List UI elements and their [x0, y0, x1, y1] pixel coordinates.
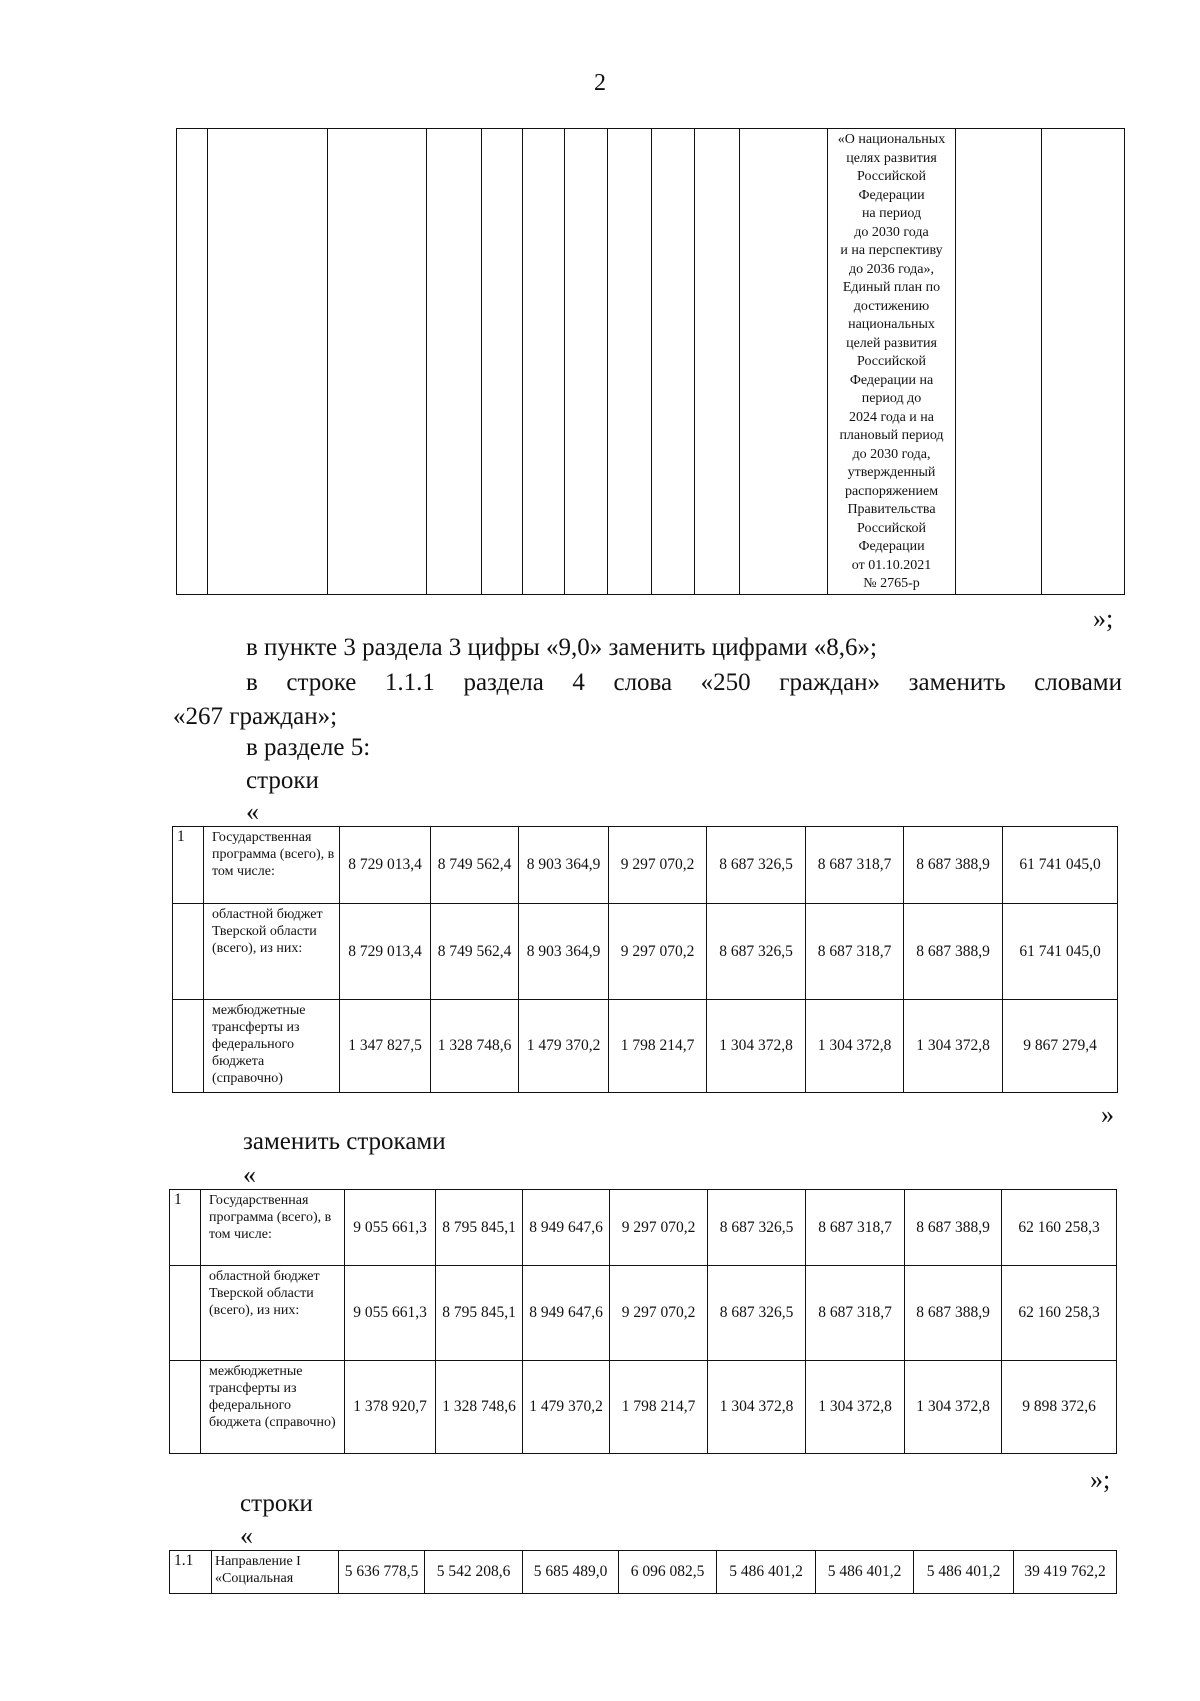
value-cell: 5 486 401,2 [717, 1551, 816, 1594]
row-label: Направление I «Социальная [212, 1551, 339, 1594]
note-line: Правительства [847, 502, 936, 517]
value-cell: 8 687 388,9 [905, 1266, 1002, 1361]
value-cell: 5 542 208,6 [425, 1551, 523, 1594]
value-cell: 1 798 214,7 [610, 1361, 708, 1454]
value-cell: 8 687 318,7 [806, 1266, 905, 1361]
value-cell: 1 798 214,7 [609, 1000, 707, 1093]
total-cell: 39 419 762,2 [1014, 1551, 1117, 1594]
note-line: целей развития [846, 335, 937, 351]
value-cell: 8 749 562,4 [431, 904, 519, 1000]
value-cell: 8 687 388,9 [905, 1190, 1002, 1266]
value-cell: 1 479 370,2 [523, 1361, 610, 1454]
value-cell: 8 687 318,7 [806, 904, 904, 1000]
label-replace: заменить строками [243, 1128, 446, 1155]
row-number [170, 1266, 201, 1361]
value-cell: 1 304 372,8 [806, 1000, 904, 1093]
note-line: Российской [857, 354, 926, 369]
paragraph-section-4: в строке 1.1.1 раздела 4 слова «250 граждан» заменить словами [246, 669, 1122, 696]
total-cell: 62 160 258,3 [1002, 1266, 1117, 1361]
row-number [173, 904, 204, 1000]
note-line: плановый период [839, 428, 944, 443]
note-line: утвержденный [847, 465, 936, 480]
value-cell: 1 347 827,5 [340, 1000, 431, 1093]
paragraph-section-4-cont: «267 граждан»; [173, 703, 338, 730]
opening-quote: « [246, 797, 259, 826]
value-cell: 8 687 326,5 [708, 1266, 806, 1361]
value-cell: 8 795 845,1 [436, 1190, 523, 1266]
value-cell: 5 486 401,2 [914, 1551, 1014, 1594]
row-number: 1 [170, 1190, 201, 1266]
value-cell: 1 378 920,7 [345, 1361, 436, 1454]
closing-quote: »; [1093, 604, 1114, 633]
value-cell: 9 297 070,2 [609, 904, 707, 1000]
value-cell: 5 486 401,2 [816, 1551, 914, 1594]
opening-quote: « [240, 1521, 253, 1550]
note-line: Единый план по [842, 280, 941, 295]
row-label: Государственная программа (всего), в том числе: [204, 827, 340, 904]
value-cell: 8 903 364,9 [519, 827, 609, 904]
note-line: достижению [853, 298, 930, 314]
note-line: № 2765-р [863, 576, 920, 591]
value-cell: 1 479 370,2 [519, 1000, 609, 1093]
value-cell: 8 903 364,9 [519, 904, 609, 1000]
paragraph-section-3: в пункте 3 раздела 3 цифры «9,0» заменить цифрами «8,6»; [246, 634, 877, 661]
closing-quote: »; [1090, 1465, 1111, 1494]
table-row [173, 1000, 1118, 1093]
row-number: 1 [173, 827, 204, 904]
table-row [173, 827, 1118, 904]
total-cell: 61 741 045,0 [1003, 827, 1118, 904]
closing-quote: » [1101, 1100, 1114, 1129]
note-line: Федерации [858, 187, 925, 203]
budget-table-old [172, 826, 1118, 1093]
total-cell: 61 741 045,0 [1003, 904, 1118, 1000]
label-rows: строки [240, 1490, 313, 1517]
table-row [170, 1266, 1117, 1361]
note-line: Федерации на [849, 372, 934, 388]
value-cell: 8 795 845,1 [436, 1266, 523, 1361]
table-row [170, 1190, 1117, 1266]
value-cell: 9 297 070,2 [609, 827, 707, 904]
page-number: 2 [594, 70, 606, 96]
paragraph-section-5: в разделе 5: [246, 734, 371, 761]
value-cell: 8 729 013,4 [340, 827, 431, 904]
value-cell: 5 636 778,5 [339, 1551, 425, 1594]
value-cell: 9 055 661,3 [345, 1266, 436, 1361]
note-line: Российской [857, 169, 926, 184]
value-cell: 8 749 562,4 [431, 827, 519, 904]
row-number: 1.1 [170, 1551, 212, 1594]
value-cell: 8 687 326,5 [708, 1190, 806, 1266]
note-line: распоряжением [844, 483, 939, 499]
value-cell: 8 949 647,6 [523, 1266, 610, 1361]
budget-table-direction [169, 1550, 1117, 1594]
value-cell: 8 687 326,5 [707, 904, 806, 1000]
value-cell: 8 687 326,5 [707, 827, 806, 904]
table-row [173, 904, 1118, 1000]
value-cell: 1 304 372,8 [708, 1361, 806, 1454]
note-line: национальных [848, 317, 935, 332]
value-cell: 8 687 388,9 [904, 827, 1003, 904]
opening-quote: « [243, 1160, 256, 1189]
total-cell: 9 867 279,4 [1003, 1000, 1118, 1093]
value-cell: 9 297 070,2 [610, 1266, 708, 1361]
row-label: межбюджетные трансферты из федерального бюджета (справочно) [201, 1361, 345, 1454]
top-continuation-table [176, 128, 1125, 595]
table-row [170, 1551, 1117, 1594]
note-line: 2024 года и на [848, 409, 935, 425]
value-cell: 8 687 388,9 [904, 904, 1003, 1000]
note-line: Федерации [858, 539, 925, 554]
value-cell: 6 096 082,5 [619, 1551, 717, 1594]
note-line: до 2030 года, [852, 446, 931, 462]
note-line: до 2030 года [854, 224, 929, 240]
note-line: от 01.10.2021 [851, 557, 932, 573]
value-cell: 1 304 372,8 [707, 1000, 806, 1093]
value-cell: 8 687 318,7 [806, 827, 904, 904]
row-label: Государственная программа (всего), в том числе: [201, 1190, 345, 1266]
value-cell: 1 304 372,8 [905, 1361, 1002, 1454]
note-line: период до [861, 391, 922, 406]
value-cell: 1 328 748,6 [431, 1000, 519, 1093]
row-label: межбюджетные трансферты из федерального бюджета (справочно) [204, 1000, 340, 1093]
note-line: целях развития [846, 150, 937, 166]
note-line: до 2036 года», [849, 261, 934, 277]
table-row [170, 1361, 1117, 1454]
value-cell: 1 304 372,8 [806, 1361, 905, 1454]
row-number [173, 1000, 204, 1093]
value-cell: 8 687 318,7 [806, 1190, 905, 1266]
note-line: на период [861, 206, 922, 221]
note-line: «О национальных [837, 132, 946, 147]
total-cell: 62 160 258,3 [1002, 1190, 1117, 1266]
value-cell: 1 304 372,8 [904, 1000, 1003, 1093]
note-line: и на перспективу [840, 243, 943, 258]
value-cell: 9 297 070,2 [610, 1190, 708, 1266]
value-cell: 8 949 647,6 [523, 1190, 610, 1266]
row-label: областной бюджет Тверской области (всего), из них: [201, 1266, 345, 1361]
row-number [170, 1361, 201, 1454]
label-rows: строки [246, 767, 319, 794]
total-cell: 9 898 372,6 [1002, 1361, 1117, 1454]
note-line: Российской [857, 520, 926, 536]
budget-table-new [169, 1189, 1117, 1454]
value-cell: 1 328 748,6 [436, 1361, 523, 1454]
row-label: областной бюджет Тверской области (всего), из них: [204, 904, 340, 1000]
legal-basis-cell [828, 129, 956, 595]
value-cell: 8 729 013,4 [340, 904, 431, 1000]
table-row [177, 129, 1125, 595]
value-cell: 9 055 661,3 [345, 1190, 436, 1266]
value-cell: 5 685 489,0 [523, 1551, 619, 1594]
